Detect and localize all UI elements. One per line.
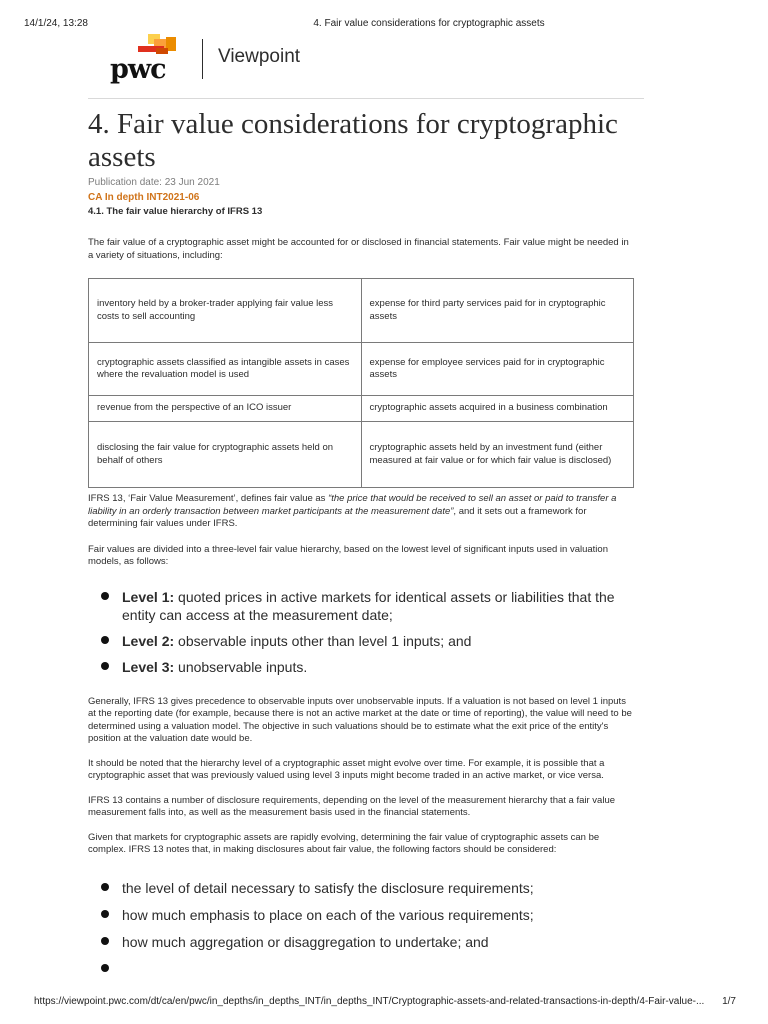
header-divider: [202, 39, 203, 79]
print-footer: [24, 996, 744, 1010]
intro-paragraph: The fair value of a cryptographic asset might be accounted for or disclosed in financial statements. Fair value might be needed in a variety of situations, including:: [88, 237, 629, 261]
list-item: [88, 658, 636, 676]
list-item: [88, 906, 636, 924]
table-row: [89, 396, 634, 422]
level-label: Level 3:: [122, 658, 175, 675]
table-cell: disclosing the fair value for cryptographic assets held on behalf of others: [89, 422, 362, 488]
bullet-icon: [101, 964, 109, 972]
table-cell: expense for third party services paid for in cryptographic assets: [361, 279, 634, 343]
evolution-paragraph: It should be noted that the hierarchy level of a cryptographic asset might evolve over time. For example, it is possible that a cryptographic asset that was previously valued using level 3 inputs might become traded in an active market, or vice versa.: [88, 757, 605, 781]
page-title: 4. Fair value considerations for cryptographic assets: [88, 108, 618, 173]
list-item: [88, 933, 636, 951]
level-text: observable inputs other than level 1 inputs; and: [174, 632, 472, 649]
table-cell: revenue from the perspective of an ICO issuer: [89, 396, 362, 422]
fair-value-situations-table: [88, 278, 634, 488]
publication-date: Publication date: 23 Jun 2021: [88, 177, 220, 188]
list-item: [88, 588, 636, 624]
disclosure-paragraph: IFRS 13 contains a number of disclosure requirements, depending on the level of the measurement hierarchy that a fair value measurement falls into, as well as the measurement basis used in the financial statements.: [88, 794, 616, 818]
factor-text: the level of detail necessary to satisfy the disclosure requirements;: [122, 879, 534, 896]
section-heading: 4.1. The fair value hierarchy of IFRS 13: [88, 206, 263, 217]
table-cell: expense for employee services paid for in cryptographic assets: [361, 343, 634, 396]
print-date: 14/1/24, 13:28: [24, 18, 88, 29]
bullet-icon: [101, 636, 109, 644]
level-text: quoted prices in active markets for identical assets or liabilities that the entity can access at the measurement date;: [122, 588, 615, 623]
page-url: https://viewpoint.pwc.com/dt/ca/en/pwc/in_depths/in_depths_INT/in_depths_INT/Cryptographic-assets-and-related-transactions-in-depth/4-Fair-value-...: [34, 996, 705, 1007]
pwc-logo[interactable]: [110, 34, 180, 84]
list-item: [88, 879, 636, 897]
table-cell: inventory held by a broker-trader applying fair value less costs to sell accounting: [89, 279, 362, 343]
complexity-paragraph: Given that markets for cryptographic assets are rapidly evolving, determining the fair value of cryptographic assets can be complex. IFRS 13 notes that, in making disclosures about fair value, the following factors should be considered:: [88, 831, 600, 855]
factor-text: how much emphasis to place on each of the various requirements;: [122, 906, 534, 923]
bullet-icon: [101, 662, 109, 670]
print-header: [24, 18, 744, 32]
definition-quote: “the price that would be received to sell an asset or paid to transfer a liability in an orderly transaction between market participants at the measurement date”: [88, 493, 617, 517]
factor-text: how much aggregation or disaggregation to undertake; and: [122, 933, 489, 950]
bullet-icon: [101, 592, 109, 600]
page-number: 1/7: [722, 996, 736, 1007]
level-text: unobservable inputs.: [174, 658, 308, 675]
level-label: Level 1:: [122, 588, 175, 605]
disclosure-factors-list: [88, 879, 636, 978]
table-row: [89, 422, 634, 488]
table-row: [89, 279, 634, 343]
article: [88, 108, 636, 978]
precedence-paragraph: Generally, IFRS 13 gives precedence to observable inputs over unobservable inputs. If a valuation is not based on level 1 inputs at the reporting date (for example, because there is not an active market at the date or time of reporting), the value will need to be determined using a valuation model. The objective in such valuations should be to estimate what the exit price of the entity's position at the valuation date would be.: [88, 695, 632, 744]
table-row: [89, 343, 634, 396]
hierarchy-intro: Fair values are divided into a three-level fair value hierarchy, based on the lowest level of significant inputs used in valuation models, as follows:: [88, 543, 608, 567]
level-label: Level 2:: [122, 632, 175, 649]
table-cell: cryptographic assets acquired in a business combination: [361, 396, 634, 422]
definition-prefix: IFRS 13, ‘Fair Value Measurement’, defines fair value as: [88, 493, 329, 504]
logo-wordmark: pwc: [110, 54, 166, 85]
list-item: [88, 960, 636, 978]
table-cell: cryptographic assets held by an investment fund (either measured at fair value or for which fair value is disclosed): [361, 422, 634, 488]
bullet-icon: [101, 910, 109, 918]
header-rule: [88, 98, 644, 99]
site-header: [110, 34, 350, 84]
document-reference-link[interactable]: CA In depth INT2021-06: [88, 192, 200, 203]
ifrs13-definition: [88, 493, 636, 531]
list-item: [88, 632, 636, 650]
print-page-title: 4. Fair value considerations for cryptographic assets: [313, 18, 545, 29]
viewpoint-label[interactable]: Viewpoint: [218, 46, 301, 67]
definition-suffix: , and it sets out a framework for determining fair values under IFRS.: [88, 505, 587, 529]
hierarchy-levels-list: [88, 588, 636, 676]
bullet-icon: [101, 883, 109, 891]
table-cell: cryptographic assets classified as intangible assets in cases where the revaluation model is used: [89, 343, 362, 396]
bullet-icon: [101, 937, 109, 945]
